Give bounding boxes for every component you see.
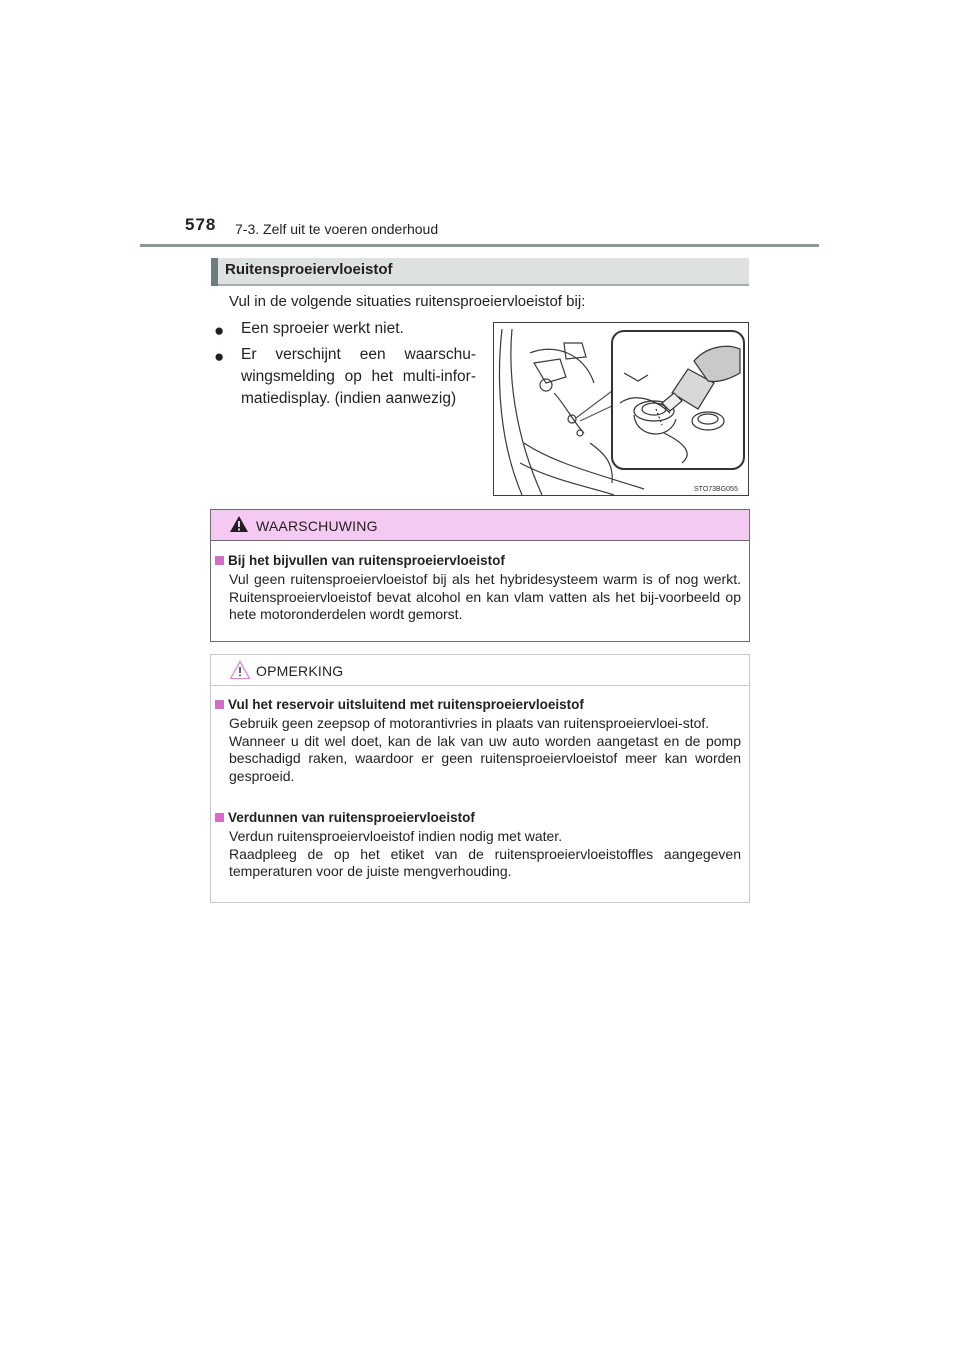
intro-text: Vul in de volgende situaties ruitensproeiervloeistof bij: [229, 293, 586, 310]
body-paragraph: Vul geen ruitensproeiervloeistof bij als het hybridesysteem warm is of nog werkt. Ruitensproeiervloeistof bevat alcohol en kan vlam vatten als het bij-voorbeeld op hete motoronderdelen wordt gemorst. [229, 571, 741, 622]
body-paragraph: Verdun ruitensproeiervloeistof indien nodig met water. [229, 828, 563, 844]
item-marker [215, 556, 224, 565]
item-marker [215, 700, 224, 709]
engine-bay-drawing [494, 323, 748, 495]
warning-header [211, 510, 749, 541]
bullet-icon: ● [214, 347, 225, 366]
warning-item-body [229, 571, 741, 624]
notice-item [215, 697, 741, 785]
notice-item-title: Verdunnen van ruitensproeiervloeistof [215, 810, 741, 825]
notice-item-body [229, 828, 741, 881]
bullet-icon: ● [214, 321, 225, 340]
section-heading-bar [211, 258, 218, 286]
header-rule [140, 244, 819, 247]
body-paragraph: Gebruik geen zeepsop of motorantivries in plaats van ruitensproeiervloei-stof. [229, 715, 710, 731]
body-paragraph: Raadpleeg de op het etiket van de ruitensproeiervloeistoffles aangegeven temperaturen voor de juiste mengverhouding. [229, 845, 741, 879]
notice-item [215, 810, 741, 881]
bullet-item [214, 344, 476, 410]
warning-box [210, 509, 750, 642]
warning-label: WAARSCHUWING [256, 518, 378, 534]
warning-item-title: Bij het bijvullen van ruitensproeiervloeistof [215, 553, 741, 568]
notice-header [211, 655, 749, 686]
section-path: 7-3. Zelf uit te voeren onderhoud [235, 221, 439, 237]
body-paragraph: Wanneer u dit wel doet, kan de lak van uw auto worden aangetast en de pomp beschadigd raken, waardoor er geen ruitensproeiervloeistof meer kan worden gesproeid. [229, 732, 741, 784]
washer-fluid-illustration [493, 322, 749, 496]
notice-box [210, 654, 750, 903]
bullet-item [214, 318, 476, 340]
notice-item-body [229, 715, 741, 785]
notice-item-title: Vul het reservoir uitsluitend met ruitensproeiervloeistof [215, 697, 741, 712]
page-number: 578 [185, 215, 217, 234]
warning-triangle-icon [229, 515, 249, 533]
caution-outline-icon [229, 660, 251, 680]
figure-code: STO73BG055 [694, 486, 738, 493]
notice-label: OPMERKING [256, 663, 344, 679]
section-heading [211, 258, 749, 286]
item-marker [215, 813, 224, 822]
section-title: Ruitensproeiervloeistof [225, 261, 393, 278]
bullet-text: Er verschijnt een waarschu-wingsmelding op het multi-infor-matiedisplay. (indien aanwezig) [241, 346, 476, 407]
warning-item [215, 553, 741, 624]
bullet-text: Een sproeier werkt niet. [241, 320, 404, 337]
